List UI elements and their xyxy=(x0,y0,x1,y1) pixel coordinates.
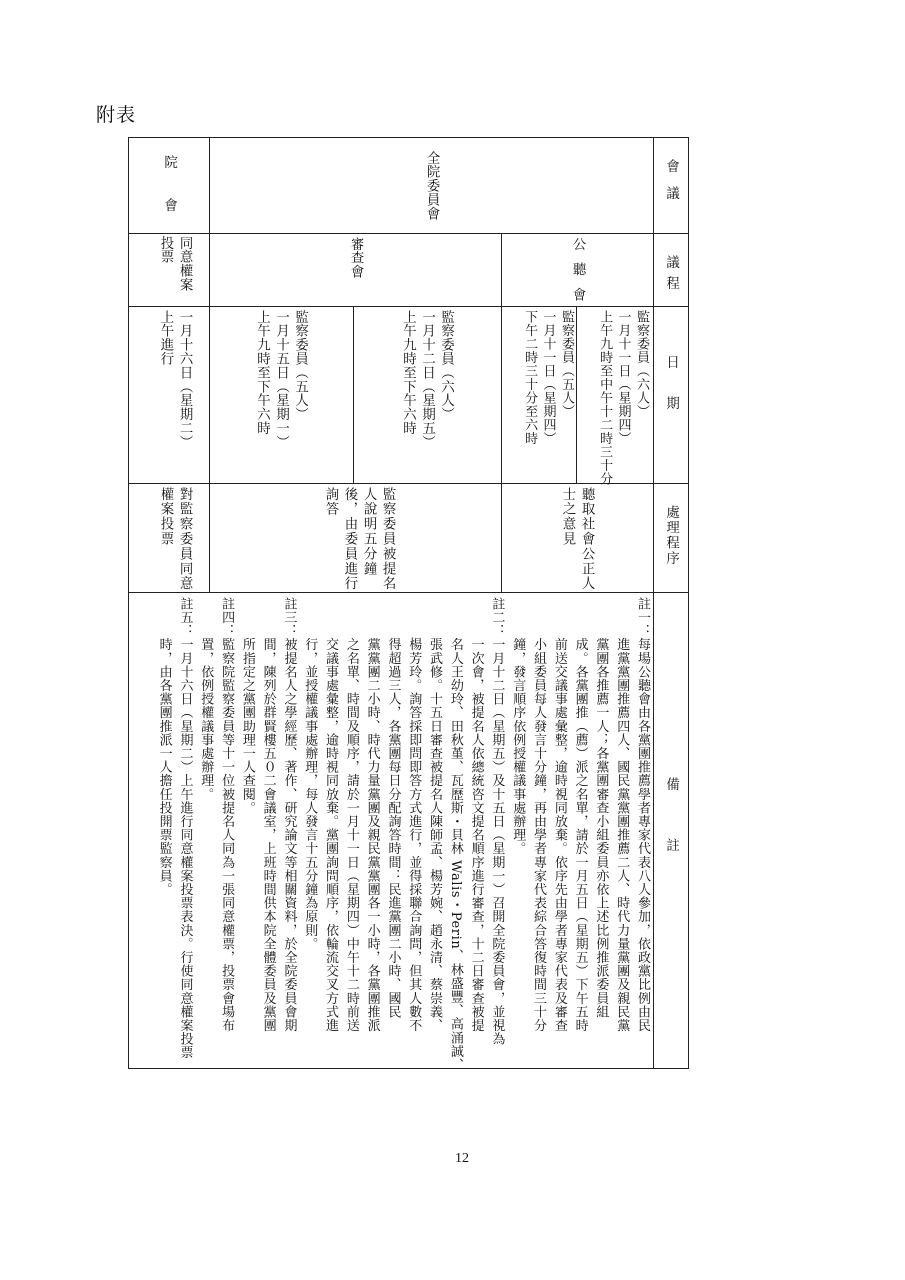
note-line: 楊芳玲。詢答採即問即答方式進行，並得採聯合詢問，但其人數不 xyxy=(406,597,422,1033)
page-number: 12 xyxy=(455,1151,469,1166)
note-line: 得超過三人，各黨團每日分配詢答時間：民進黨團二小時、國民 xyxy=(385,597,401,1019)
note-line: 交議事處彙整，逾時視同放棄。黨團詢問順序，依輪流交叉方式進 xyxy=(323,597,339,1033)
header-meeting: 會議 xyxy=(663,159,679,214)
date-review-2-line-3: 上午九時至下午六時 xyxy=(254,310,270,436)
date-review-1-line-1: 監察委員（六人） xyxy=(438,310,454,422)
procedure-review-line-3: 後，由委員進行 xyxy=(342,487,357,592)
header-agenda: 議程 xyxy=(663,255,679,298)
note-line: 所指定之黨團助理一人查閱。 xyxy=(239,597,255,815)
note-line: 鐘，發言順序依例授權議事處辦理。 xyxy=(510,597,526,856)
meeting-plenary: 院會 xyxy=(161,155,177,242)
note-line: 名人王幼玲、田秋堇、瓦歷斯・貝林 Walis・Perin、林盛豐、高涌誠、 xyxy=(447,597,463,1072)
note-line: 註三：被提名人之學經歷、著作、研究論文等相關資料，於全院委員會期 xyxy=(281,597,297,1033)
note-line: 註二：一月十二日（星期五）及十五日（星期一）召開全院委員會，並視為 xyxy=(489,597,505,1046)
date-vote-line-2: 上午進行 xyxy=(158,310,173,366)
note-line: 之名單、時間及順序，請於一月十一日（星期四）中午十二時前送 xyxy=(343,597,359,1033)
date-hearing-2-line-2: 一月十一日（星期四） xyxy=(540,310,556,445)
note-line: 張武修。十五日審查被提名人陳師孟、楊芳婉、趙永清、蔡崇義、 xyxy=(427,597,443,1033)
date-hearing-1-line-1: 監察委員（六人） xyxy=(634,310,649,418)
header-remarks: 備註 xyxy=(663,777,679,900)
meeting-committee: 全院委員會 xyxy=(424,151,440,221)
date-review-2-line-2: 一月十五日（星期一） xyxy=(273,310,289,449)
date-hearing-1-line-3: 上午九時至中午十二時三十分 xyxy=(597,310,613,486)
note-line: 成。各黨團推（薦）派之名單，請於一月五日（星期五）下午五時 xyxy=(572,597,588,1033)
date-hearing-2-line-1: 監察委員（五人） xyxy=(559,310,574,418)
header-procedure: 處理程序 xyxy=(663,505,679,567)
note-line: 註四：監察院監察委員等十一位被提名人同為一張同意權票，投票會場布 xyxy=(219,597,235,1033)
agenda-vote-line-2: 投票 xyxy=(158,236,173,264)
date-vote-line-1: 一月十六日（星期二） xyxy=(177,310,193,449)
note-line: 進黨黨團推薦四人、國民黨黨團推薦二人、時代力量黨團及親民黨 xyxy=(614,597,630,1033)
note-line: 間，陳列於群賢樓五０二會議室，上班時間供本院全體委員及黨團 xyxy=(260,597,276,1033)
header-date: 日期 xyxy=(663,355,679,438)
date-review-1-line-3: 上午九時至下午六時 xyxy=(400,310,416,436)
procedure-vote-line-1: 對監察委員同意 xyxy=(177,487,193,592)
agenda-review: 審查會 xyxy=(348,237,364,279)
note-line: 一次會，被提名人依總統咨文提名順序進行審查，十二日審查被提 xyxy=(468,597,484,1033)
agenda-table xyxy=(128,137,689,1072)
procedure-hearing-line-2: 士之意見 xyxy=(560,487,575,547)
note-line: 置，依例授權議事處辦理。 xyxy=(198,597,214,801)
appendix-title: 附表 xyxy=(96,104,137,126)
procedure-review-line-1: 監察委員被提名 xyxy=(380,487,396,592)
remarks-notes xyxy=(132,597,652,1072)
date-review-2-line-1: 監察委員（五人） xyxy=(292,310,308,422)
note-line: 行，並授權議事處辦理，每人發言十五分鐘為原則。 xyxy=(302,597,318,951)
date-review-1-line-2: 一月十二日（星期五） xyxy=(419,310,435,449)
date-hearing-1-line-2: 一月十一日（星期四） xyxy=(615,310,631,445)
procedure-review-line-4: 詢答 xyxy=(322,487,338,517)
agenda-vote-line-1: 同意權案 xyxy=(177,236,193,292)
note-line: 註一：每場公聽會由各黨團推薦學者專家代表八人參加，依政黨比例由民 xyxy=(635,597,650,1033)
note-line: 時，由各黨團推派一人擔任投開票監察員。 xyxy=(156,597,172,897)
agenda-public-hearing: 公聽會 xyxy=(570,237,586,314)
note-line: 黨團各推薦一人；各黨團審查小組委員亦依上述比例推派委員組 xyxy=(593,597,609,1019)
note-line: 前送交議事處彙整，逾時視同放棄。依序先由學者專家代表及審查 xyxy=(551,597,567,1033)
procedure-review-line-2: 人說明五分鐘 xyxy=(361,487,377,577)
note-line: 註五：一月十六日（星期二）上午進行同意權案投票表決。行使同意權案投票 xyxy=(177,597,193,1060)
procedure-hearing-line-1: 聽取社會公正人 xyxy=(579,487,595,592)
procedure-vote-line-2: 權案投票 xyxy=(158,487,173,547)
note-line: 小組委員每人發言十分鐘，再由學者專家代表綜合答復時間三十分 xyxy=(531,597,547,1033)
date-hearing-2-line-3: 下午二時三十分至六時 xyxy=(522,310,538,445)
note-line: 黨黨團二小時、時代力量黨團及親民黨黨團各一小時，各黨團推派 xyxy=(364,597,380,1033)
